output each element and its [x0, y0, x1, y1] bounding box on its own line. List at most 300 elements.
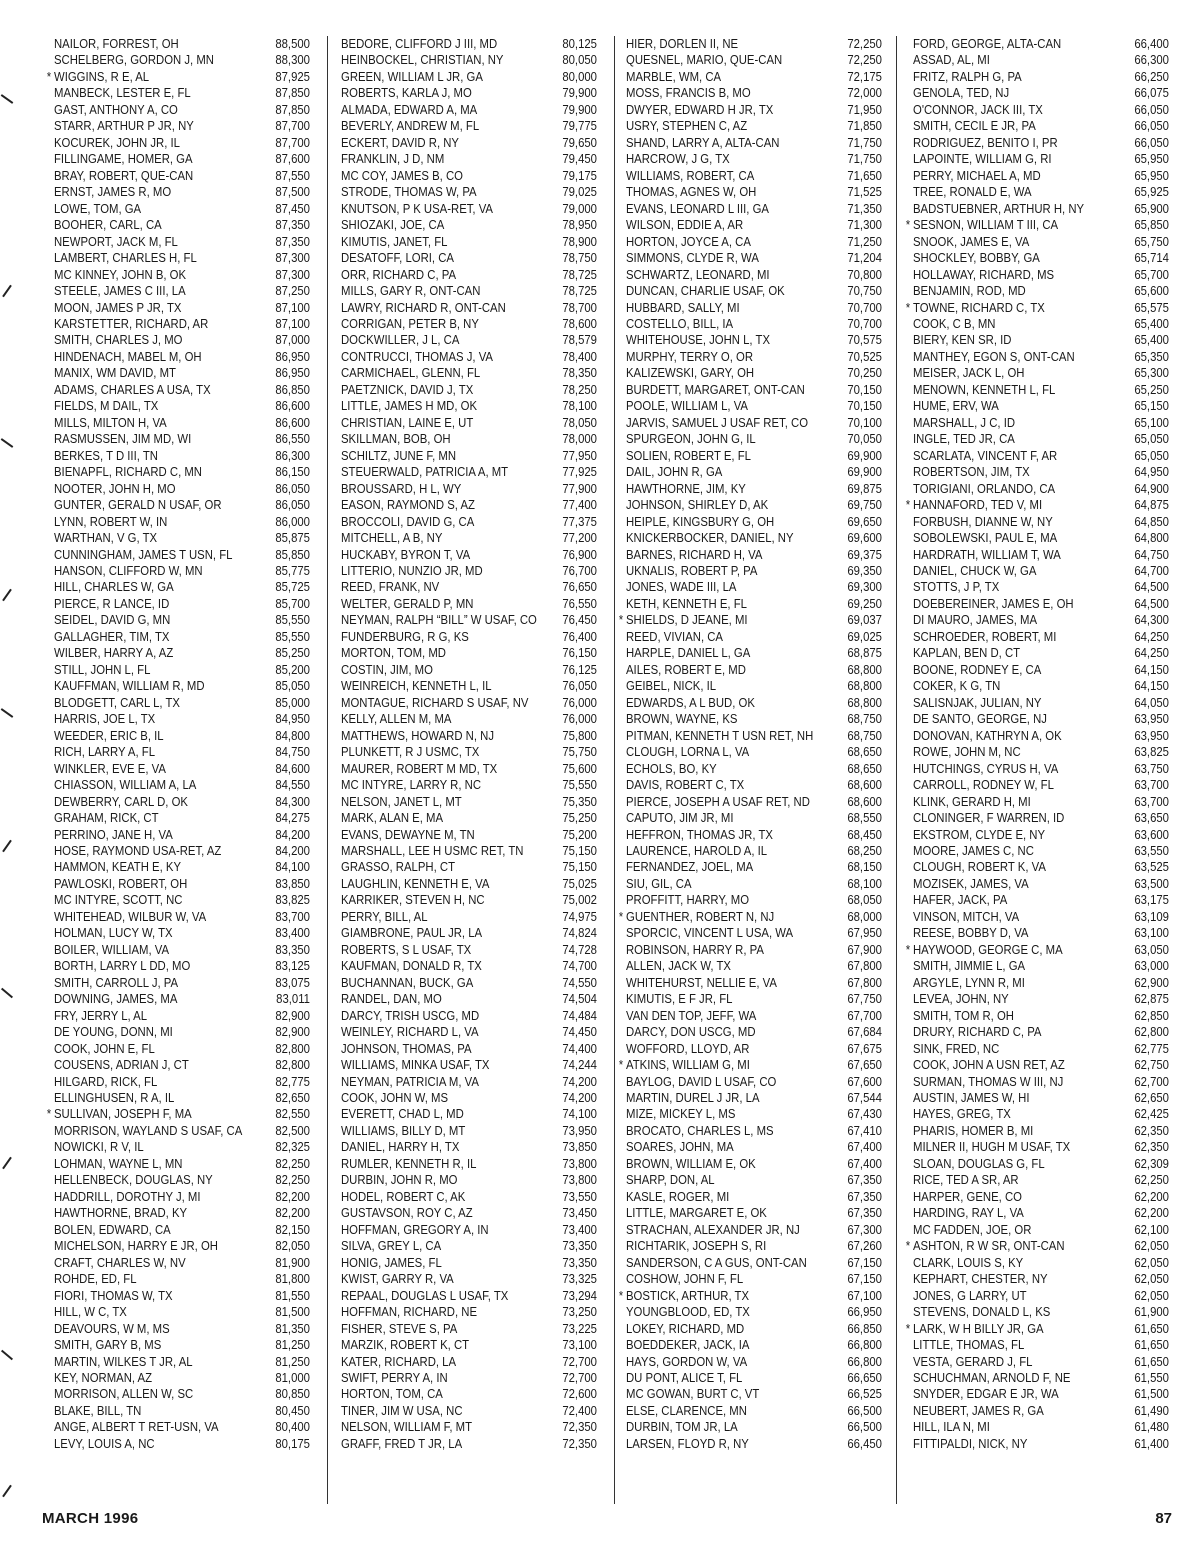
entry-amount: 63,650 — [1134, 811, 1169, 826]
list-item — [54, 201, 310, 217]
list-item — [341, 629, 597, 645]
asterisk-marker: * — [905, 218, 911, 233]
list-item — [341, 827, 597, 843]
list-item — [626, 547, 882, 563]
entry-amount: 66,500 — [847, 1403, 882, 1418]
entry-amount: 83,350 — [275, 942, 310, 957]
entry-name: PIERCE, JOSEPH A USAF RET, ND — [626, 794, 810, 809]
list-item — [626, 1139, 882, 1155]
list-item — [905, 942, 1169, 958]
entry-amount: 68,875 — [847, 646, 882, 661]
entry-amount: 81,900 — [275, 1255, 310, 1270]
entry-name: SPURGEON, JOHN G, IL — [626, 432, 756, 447]
entry-name: MURPHY, TERRY O, OR — [626, 349, 754, 364]
list-item — [341, 349, 597, 365]
entry-name: EASON, RAYMOND S, AZ — [341, 498, 475, 513]
entry-amount: 82,150 — [275, 1222, 310, 1237]
list-item — [626, 1205, 882, 1221]
list-item — [54, 810, 310, 826]
margin-mark — [2, 1157, 12, 1170]
entry-amount: 85,550 — [275, 629, 310, 644]
list-item — [913, 925, 1169, 941]
entry-amount: 64,050 — [1134, 695, 1169, 710]
list-item — [54, 711, 310, 727]
entry-name: DWYER, EDWARD H JR, TX — [626, 102, 774, 117]
list-item — [341, 596, 597, 612]
list-item — [54, 1123, 310, 1139]
entry-amount: 71,204 — [847, 251, 882, 266]
entry-amount: 74,244 — [562, 1058, 597, 1073]
entry-amount: 65,925 — [1134, 185, 1169, 200]
entry-amount: 87,350 — [275, 218, 310, 233]
list-item — [54, 794, 310, 810]
list-item — [626, 1370, 882, 1386]
entry-amount: 68,750 — [847, 712, 882, 727]
entry-amount: 85,200 — [275, 662, 310, 677]
list-item — [341, 761, 597, 777]
entry-amount: 62,850 — [1134, 1008, 1169, 1023]
entry-amount: 67,300 — [847, 1222, 882, 1237]
entry-amount: 63,700 — [1134, 794, 1169, 809]
entry-amount: 65,950 — [1134, 168, 1169, 183]
entry-amount: 64,800 — [1134, 531, 1169, 546]
entry-amount: 84,800 — [275, 728, 310, 743]
entry-name: BERKES, T D III, TN — [54, 448, 158, 463]
entry-amount: 65,575 — [1134, 300, 1169, 315]
entry-name: SHAND, LARRY A, ALTA-CAN — [626, 135, 780, 150]
entry-name: SMITH, TOM R, OH — [913, 1008, 1014, 1023]
list-item — [913, 1024, 1169, 1040]
list-item — [913, 514, 1169, 530]
entry-name: REED, FRANK, NV — [341, 580, 440, 595]
entry-name: ASSAD, AL, MI — [913, 53, 990, 68]
list-item — [341, 1172, 597, 1188]
entry-amount: 69,900 — [847, 465, 882, 480]
entry-amount: 87,300 — [275, 251, 310, 266]
entry-name: BROWN, WAYNE, KS — [626, 712, 738, 727]
list-item — [913, 744, 1169, 760]
column-divider — [896, 36, 897, 1504]
entry-name: BRAY, ROBERT, QUE-CAN — [54, 168, 194, 183]
list-item — [626, 1354, 882, 1370]
list-item — [341, 1337, 597, 1353]
entry-amount: 76,400 — [562, 629, 597, 644]
list-item — [626, 184, 882, 200]
entry-amount: 65,150 — [1134, 399, 1169, 414]
entry-name: SHIOZAKI, JOE, CA — [341, 218, 445, 233]
list-item — [626, 415, 882, 431]
entry-name: NOOTER, JOHN H, MO — [54, 481, 176, 496]
list-item — [341, 777, 597, 793]
entry-amount: 63,550 — [1134, 843, 1169, 858]
list-item — [341, 1222, 597, 1238]
entry-amount: 70,700 — [847, 316, 882, 331]
asterisk-marker: * — [905, 942, 911, 957]
entry-name: DESATOFF, LORI, CA — [341, 251, 454, 266]
entry-name: PAETZNICK, DAVID J, TX — [341, 382, 474, 397]
entry-amount: 72,350 — [562, 1436, 597, 1451]
list-item — [913, 1271, 1169, 1287]
entry-amount: 85,000 — [275, 695, 310, 710]
entry-name: DAVIS, ROBERT C, TX — [626, 778, 745, 793]
entry-name: BENJAMIN, ROD, MD — [913, 284, 1026, 299]
list-item — [54, 925, 310, 941]
entry-amount: 65,250 — [1134, 382, 1169, 397]
entry-name: NOWICKI, R V, IL — [54, 1140, 144, 1155]
entry-name: VINSON, MITCH, VA — [913, 909, 1020, 924]
entry-amount: 62,775 — [1134, 1041, 1169, 1056]
list-item — [341, 1106, 597, 1122]
entry-amount: 67,430 — [847, 1107, 882, 1122]
entry-name: SLOAN, DOUGLAS G, FL — [913, 1156, 1045, 1171]
list-item — [54, 234, 310, 250]
list-column-1 — [46, 36, 310, 1452]
entry-name: MILNER II, HUGH M USAF, TX — [913, 1140, 1071, 1155]
list-item — [626, 283, 882, 299]
entry-name: SULLIVAN, JOSEPH F, MA — [54, 1107, 192, 1122]
list-item — [913, 547, 1169, 563]
entry-amount: 63,700 — [1134, 778, 1169, 793]
asterisk-marker: * — [46, 1107, 52, 1122]
entry-name: HARDRATH, WILLIAM T, WA — [913, 547, 1061, 562]
entry-name: CRAFT, CHARLES W, NV — [54, 1255, 186, 1270]
entry-name: SIMMONS, CLYDE R, WA — [626, 251, 759, 266]
entry-amount: 66,450 — [847, 1436, 882, 1451]
list-item — [913, 859, 1169, 875]
entry-name: SINK, FRED, NC — [913, 1041, 1000, 1056]
entry-name: MILLS, GARY R, ONT-CAN — [341, 284, 481, 299]
entry-name: MC FADDEN, JOE, OR — [913, 1222, 1032, 1237]
entry-amount: 69,875 — [847, 481, 882, 496]
entry-amount: 79,900 — [562, 86, 597, 101]
entry-name: MIZE, MICKEY L, MS — [626, 1107, 736, 1122]
list-item — [54, 1139, 310, 1155]
entry-name: ANGE, ALBERT T RET-USN, VA — [54, 1420, 219, 1435]
entry-amount: 85,700 — [275, 596, 310, 611]
list-item — [626, 201, 882, 217]
entry-amount: 67,150 — [847, 1272, 882, 1287]
entry-name: ECKERT, DAVID R, NY — [341, 135, 459, 150]
entry-name: KNUTSON, P K USA-RET, VA — [341, 201, 494, 216]
entry-name: HAWTHORNE, JIM, KY — [626, 481, 746, 496]
list-item — [913, 118, 1169, 134]
list-item — [913, 85, 1169, 101]
entry-amount: 66,400 — [1134, 37, 1169, 51]
entry-name: ROBINSON, HARRY R, PA — [626, 942, 764, 957]
entry-amount: 78,000 — [562, 432, 597, 447]
list-item — [626, 135, 882, 151]
list-item — [913, 711, 1169, 727]
entry-amount: 85,550 — [275, 613, 310, 628]
list-item — [54, 102, 310, 118]
list-item — [54, 382, 310, 398]
entry-amount: 63,750 — [1134, 761, 1169, 776]
list-item — [626, 1156, 882, 1172]
list-item — [54, 1419, 310, 1435]
entry-name: WILSON, EDDIE A, AR — [626, 218, 744, 233]
entry-name: HONIG, JAMES, FL — [341, 1255, 442, 1270]
entry-name: MITCHELL, A B, NY — [341, 531, 443, 546]
entry-name: CAPUTO, JIM JR, MI — [626, 811, 734, 826]
entry-name: WILBER, HARRY A, AZ — [54, 646, 174, 661]
list-item — [341, 876, 597, 892]
list-item — [626, 942, 882, 958]
list-item — [341, 728, 597, 744]
entry-name: CHIASSON, WILLIAM A, LA — [54, 778, 197, 793]
entry-name: KWIST, GARRY R, VA — [341, 1272, 454, 1287]
entry-amount: 62,650 — [1134, 1091, 1169, 1105]
list-item — [626, 118, 882, 134]
list-item — [341, 1321, 597, 1337]
entry-amount: 69,600 — [847, 531, 882, 546]
entry-amount: 82,200 — [275, 1189, 310, 1204]
list-item — [626, 711, 882, 727]
entry-amount: 62,250 — [1134, 1173, 1169, 1188]
entry-amount: 87,850 — [275, 86, 310, 101]
list-item — [341, 1304, 597, 1320]
list-item — [626, 958, 882, 974]
entry-amount: 65,400 — [1134, 333, 1169, 348]
entry-name: COOK, JOHN A USN RET, AZ — [913, 1058, 1065, 1073]
entry-amount: 81,800 — [275, 1272, 310, 1287]
entry-name: DURBIN, JOHN R, MO — [341, 1173, 458, 1188]
entry-amount: 78,725 — [562, 267, 597, 282]
entry-amount: 87,700 — [275, 135, 310, 150]
entry-amount: 68,050 — [847, 893, 882, 908]
entry-amount: 78,600 — [562, 316, 597, 331]
list-item — [341, 958, 597, 974]
entry-name: DARCY, DON USCG, MD — [626, 1025, 756, 1040]
entry-name: WHITEHEAD, WILBUR W, VA — [54, 909, 207, 924]
entry-amount: 65,950 — [1134, 152, 1169, 167]
entry-name: HILL, CHARLES W, GA — [54, 580, 174, 595]
list-item — [341, 431, 597, 447]
entry-amount: 76,450 — [562, 613, 597, 628]
list-item — [54, 349, 310, 365]
entry-name: BLODGETT, CARL L, TX — [54, 695, 180, 710]
list-column-4 — [905, 36, 1169, 1452]
entry-name: NEWPORT, JACK M, FL — [54, 234, 178, 249]
entry-name: JOHNSON, SHIRLEY D, AK — [626, 498, 769, 513]
list-item — [341, 1057, 597, 1073]
entry-name: MICHELSON, HARRY E JR, OH — [54, 1239, 218, 1254]
entry-name: SANDERSON, C A GUS, ONT-CAN — [626, 1255, 807, 1270]
list-item — [913, 579, 1169, 595]
list-item — [54, 859, 310, 875]
entry-amount: 84,750 — [275, 745, 310, 760]
list-item — [905, 217, 1169, 233]
entry-amount: 88,300 — [275, 53, 310, 68]
entry-name: SMITH, JIMMIE L, GA — [913, 959, 1026, 974]
entry-name: KASLE, ROGER, MI — [626, 1189, 730, 1204]
entry-name: CUNNINGHAM, JAMES T USN, FL — [54, 547, 233, 562]
entry-name: LAPOINTE, WILLIAM G, RI — [913, 152, 1052, 167]
entry-name: BAYLOG, DAVID L USAF, CO — [626, 1074, 777, 1089]
entry-amount: 73,400 — [562, 1222, 597, 1237]
entry-amount: 79,175 — [562, 168, 597, 183]
entry-amount: 74,450 — [562, 1025, 597, 1040]
entry-amount: 68,650 — [847, 745, 882, 760]
list-item — [341, 909, 597, 925]
entry-name: FORD, GEORGE, ALTA-CAN — [913, 37, 1062, 51]
entry-name: HOFFMAN, GREGORY A, IN — [341, 1222, 489, 1237]
list-item — [341, 1024, 597, 1040]
list-item — [626, 1106, 882, 1122]
entry-amount: 64,500 — [1134, 580, 1169, 595]
entry-amount: 65,750 — [1134, 234, 1169, 249]
entry-name: MOON, JAMES P JR, TX — [54, 300, 182, 315]
list-item — [626, 431, 882, 447]
list-item — [341, 1288, 597, 1304]
entry-amount: 72,700 — [562, 1354, 597, 1369]
list-item — [341, 678, 597, 694]
entry-amount: 77,950 — [562, 448, 597, 463]
list-item — [913, 1172, 1169, 1188]
list-item — [341, 448, 597, 464]
list-item — [341, 1205, 597, 1221]
entry-name: BROCCOLI, DAVID G, CA — [341, 514, 475, 529]
list-item — [618, 909, 882, 925]
entry-amount: 66,850 — [847, 1321, 882, 1336]
entry-name: WEINREICH, KENNETH L, IL — [341, 679, 492, 694]
list-item — [913, 431, 1169, 447]
entry-name: GRAHAM, RICK, CT — [54, 811, 159, 826]
entry-amount: 63,000 — [1134, 959, 1169, 974]
entry-amount: 73,950 — [562, 1123, 597, 1138]
entry-amount: 83,850 — [275, 876, 310, 891]
entry-amount: 86,850 — [275, 382, 310, 397]
list-item — [913, 102, 1169, 118]
list-item — [54, 85, 310, 101]
list-column-2 — [341, 36, 597, 1452]
entry-name: SOARES, JOHN, MA — [626, 1140, 734, 1155]
list-item — [913, 283, 1169, 299]
list-item — [626, 1403, 882, 1419]
entry-amount: 87,450 — [275, 201, 310, 216]
list-item — [341, 135, 597, 151]
entry-amount: 87,925 — [275, 69, 310, 84]
entry-amount: 65,714 — [1134, 251, 1169, 266]
entry-name: BIERY, KEN SR, ID — [913, 333, 1012, 348]
entry-amount: 69,300 — [847, 580, 882, 595]
entry-amount: 85,775 — [275, 564, 310, 578]
list-item — [341, 695, 597, 711]
list-item — [913, 843, 1169, 859]
list-item — [54, 1172, 310, 1188]
list-item — [341, 1074, 597, 1090]
margin-mark — [1, 94, 14, 104]
asterisk-marker: * — [905, 300, 911, 315]
entry-name: RICH, LARRY A, FL — [54, 745, 155, 760]
entry-name: DANIEL, CHUCK W, GA — [913, 564, 1037, 578]
entry-name: DAIL, JOHN R, GA — [626, 465, 723, 480]
list-item — [341, 36, 597, 52]
entry-name: SNYDER, EDGAR E JR, WA — [913, 1387, 1059, 1402]
list-item — [626, 168, 882, 184]
entry-amount: 70,250 — [847, 366, 882, 381]
list-item — [54, 1370, 310, 1386]
entry-name: TINER, JIM W USA, NC — [341, 1403, 463, 1418]
list-item — [626, 349, 882, 365]
list-item — [341, 1386, 597, 1402]
list-item — [913, 596, 1169, 612]
entry-name: MC KINNEY, JOHN B, OK — [54, 267, 187, 282]
entry-amount: 74,824 — [562, 926, 597, 941]
entry-amount: 86,000 — [275, 514, 310, 529]
list-item — [913, 464, 1169, 480]
asterisk-marker: * — [618, 613, 624, 628]
entry-amount: 62,050 — [1134, 1239, 1169, 1254]
entry-amount: 64,500 — [1134, 596, 1169, 611]
entry-amount: 67,700 — [847, 1008, 882, 1023]
entry-amount: 73,325 — [562, 1272, 597, 1287]
list-item — [913, 1205, 1169, 1221]
entry-name: LOHMAN, WAYNE L, MN — [54, 1156, 183, 1171]
list-item — [54, 1321, 310, 1337]
entry-amount: 73,350 — [562, 1255, 597, 1270]
entry-name: HEFFRON, THOMAS JR, TX — [626, 827, 773, 842]
entry-amount: 72,250 — [847, 37, 882, 51]
entry-name: CORRIGAN, PETER B, NY — [341, 316, 479, 331]
entry-name: ALMADA, EDWARD A, MA — [341, 102, 478, 117]
entry-amount: 61,650 — [1134, 1338, 1169, 1353]
entry-name: FRANKLIN, J D, NM — [341, 152, 445, 167]
list-item — [54, 629, 310, 645]
entry-name: KAPLAN, BEN D, CT — [913, 646, 1021, 661]
entry-name: KNICKERBOCKER, DANIEL, NY — [626, 531, 794, 546]
list-item — [341, 1041, 597, 1057]
list-item — [54, 728, 310, 744]
column-divider — [327, 36, 328, 1504]
entry-name: PROFFITT, HARRY, MO — [626, 893, 750, 908]
list-item — [341, 52, 597, 68]
entry-name: EVANS, LEONARD L III, GA — [626, 201, 769, 216]
list-item — [54, 1271, 310, 1287]
entry-name: COSHOW, JOHN F, FL — [626, 1272, 744, 1287]
entry-amount: 81,000 — [275, 1370, 310, 1385]
entry-amount: 74,728 — [562, 942, 597, 957]
list-item — [341, 365, 597, 381]
entry-name: KIMUTIS, E F JR, FL — [626, 992, 733, 1007]
list-item — [341, 217, 597, 233]
entry-name: ASHTON, R W SR, ONT-CAN — [913, 1239, 1065, 1254]
list-item — [913, 1156, 1169, 1172]
entry-amount: 85,250 — [275, 646, 310, 661]
entry-name: WILLIAMS, BILLY D, MT — [341, 1123, 466, 1138]
entry-name: REESE, BOBBY D, VA — [913, 926, 1029, 941]
list-item — [626, 1222, 882, 1238]
entry-amount: 70,700 — [847, 300, 882, 315]
entry-name: PERRY, MICHAEL A, MD — [913, 168, 1041, 183]
entry-name: SCARLATA, VINCENT F, AR — [913, 448, 1058, 463]
entry-name: NELSON, JANET L, MT — [341, 794, 462, 809]
list-item — [341, 1419, 597, 1435]
entry-amount: 70,100 — [847, 415, 882, 430]
list-item — [626, 678, 882, 694]
entry-amount: 73,800 — [562, 1156, 597, 1171]
list-item — [913, 448, 1169, 464]
entry-amount: 70,050 — [847, 432, 882, 447]
entry-amount: 65,300 — [1134, 366, 1169, 381]
list-item — [341, 118, 597, 134]
entry-name: FUNDERBURG, R G, KS — [341, 629, 469, 644]
entry-amount: 72,000 — [847, 86, 882, 101]
margin-mark — [2, 1485, 12, 1498]
list-item — [626, 1255, 882, 1271]
entry-name: HAYWOOD, GEORGE C, MA — [913, 942, 1063, 957]
list-item — [341, 991, 597, 1007]
asterisk-marker: * — [905, 1239, 911, 1254]
